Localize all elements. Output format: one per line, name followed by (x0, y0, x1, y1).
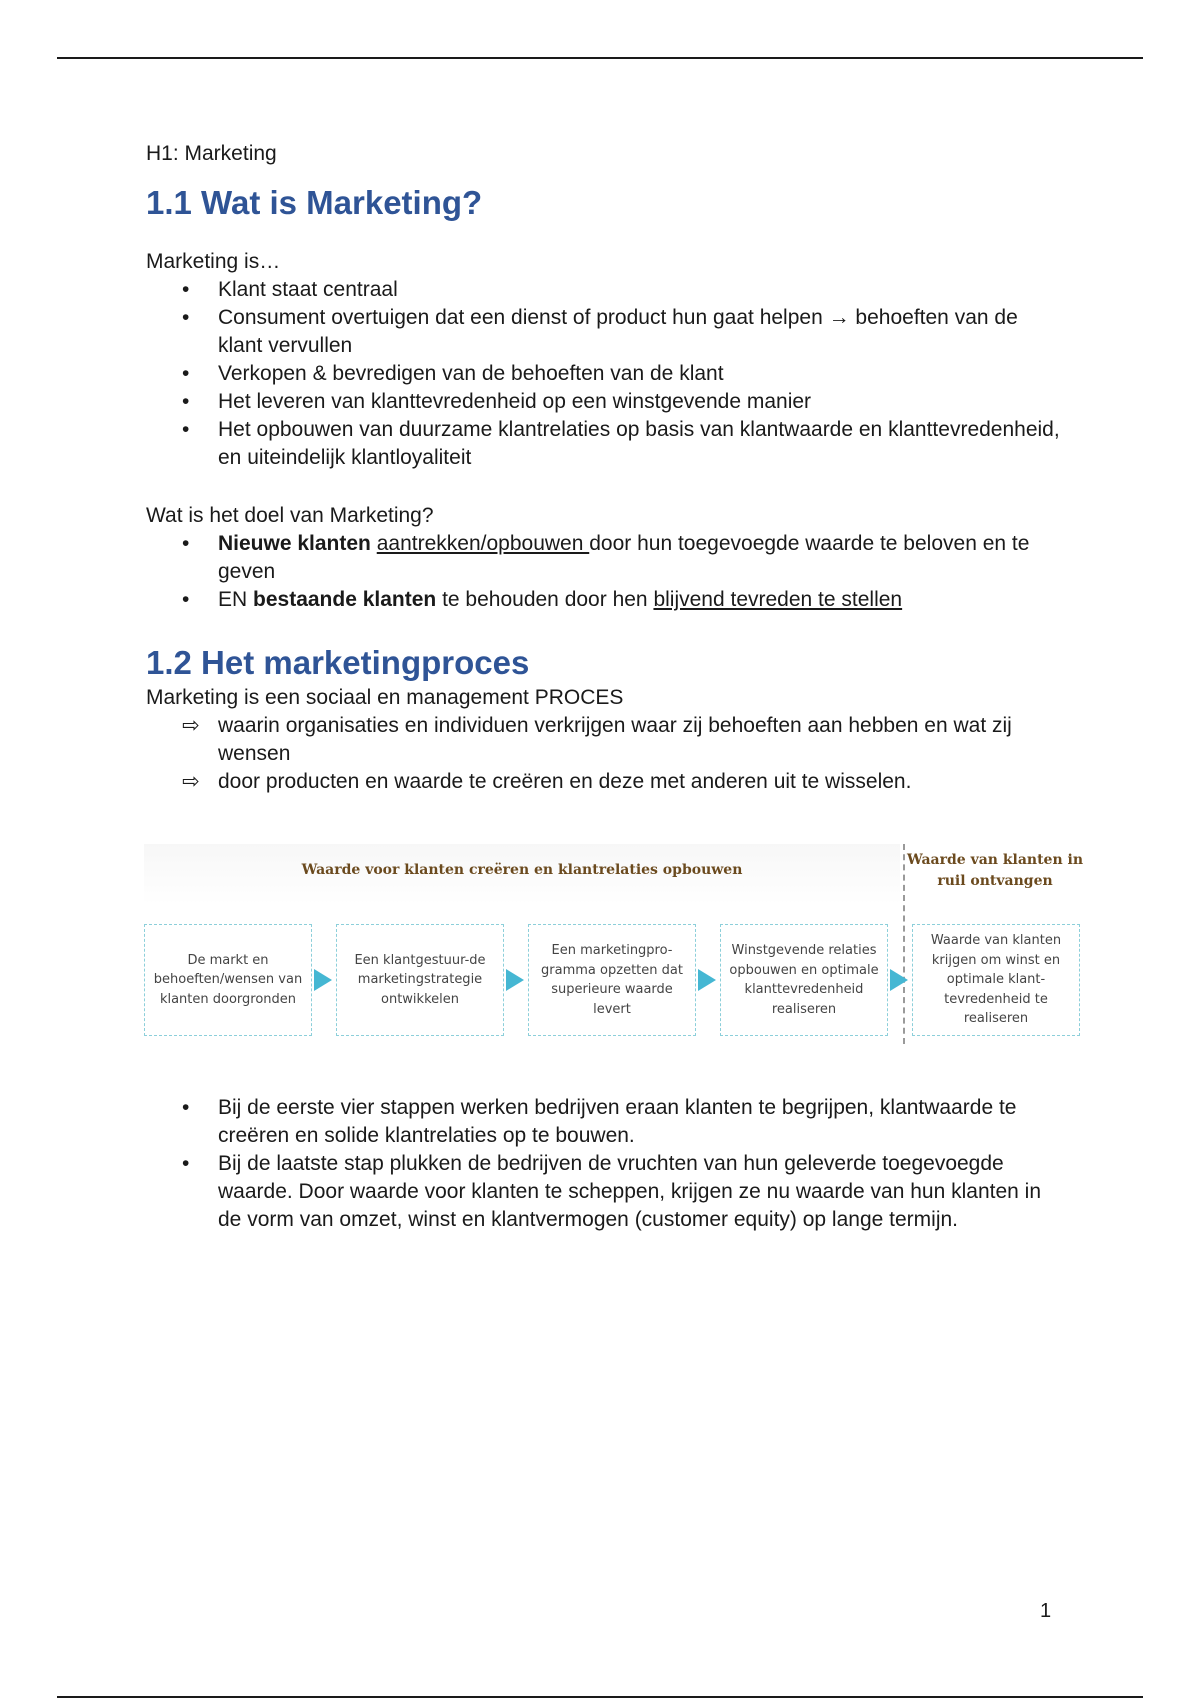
bullet-icon: • (182, 1096, 190, 1119)
process-step-3: Een marketingpro-gramma opzetten dat superieure waarde levert (528, 924, 696, 1036)
list-item: • Klant staat centraal (146, 276, 1066, 304)
list-item: • Het opbouwen van duurzame klantrelaties op basis van klantwaarde en klanttevredenheid, en uiteindelijk klantloyaliteit (182, 418, 1060, 469)
diagram-title-create-value: Waarde voor klanten creëren en klantrelaties opbouwen (301, 862, 743, 878)
footer-rule (57, 1696, 1143, 1698)
list-item: • EN bestaande klanten te behouden door hen blijvend tevreden te stellen (146, 586, 1066, 614)
process-step-1: De markt en behoeften/wensen van klanten doorgronden (144, 924, 312, 1036)
bullet-icon: • (182, 390, 190, 413)
chapter-title: H1: Marketing (146, 142, 277, 165)
section-heading-1-2: 1.2 Het marketingproces (146, 644, 530, 681)
header-rule (57, 57, 1143, 59)
arrow-right-icon: ⇨ (182, 770, 200, 793)
marketing-process-diagram (144, 844, 1088, 1054)
process-list (146, 712, 1066, 796)
page-body (146, 140, 1084, 1234)
list-item: • Nieuwe klanten aantrekken/opbouwen door hun toegevoegde waarde te beloven en te geven (182, 532, 1030, 583)
list-item: ⇨ waarin organisaties en individuen verkrijgen waar zij behoeften aan hebben en wat zij wensen (182, 714, 1012, 765)
intro-text: Marketing is… (146, 250, 281, 273)
bullet-icon: • (182, 532, 190, 555)
bullet-icon: • (182, 306, 190, 329)
bullet-icon: • (182, 418, 190, 441)
definition-list (146, 276, 1066, 472)
process-step-4: Winstgevende relaties opbouwen en optimale klanttevredenheid realiseren (720, 924, 888, 1036)
goal-question: Wat is het doel van Marketing? (146, 504, 434, 527)
list-item: • Verkopen & bevredigen van de behoeften van de klant (146, 360, 1066, 388)
page-number: 1 (1040, 1600, 1052, 1622)
bullet-icon: • (182, 278, 190, 301)
arrow-right-icon (890, 969, 908, 991)
bullet-icon: • (182, 588, 190, 611)
list-item: • Bij de laatste stap plukken de bedrijven de vruchten van hun geleverde toegevoegde waarde. Door waarde voor klanten te scheppen, krijgen ze nu waarde van hun klanten in de vorm van omzet, winst en klantvermogen (customer equity) op lange termijn. (182, 1152, 1042, 1231)
process-step-2: Een klantgestuur-de marketingstrategie ontwikkelen (336, 924, 504, 1036)
process-intro: Marketing is een sociaal en management PROCES (146, 686, 624, 709)
diagram-title-capture-value: Waarde van klanten in ruil ontvangen (906, 852, 1084, 889)
bullet-icon: • (182, 1152, 190, 1175)
list-item: • Het leveren van klanttevredenheid op een winstgevende manier (146, 388, 1066, 416)
list-item: ⇨ door producten en waarde te creëren en deze met anderen uit te wisselen. (146, 768, 1066, 796)
arrow-right-icon: ⇨ (182, 714, 200, 737)
list-item: • Consument overtuigen dat een dienst of product hun gaat helpen → behoeften van de klant vervullen (182, 306, 1018, 357)
process-notes-list (146, 1094, 1066, 1234)
diagram-divider (903, 844, 905, 1044)
arrow-right-icon (506, 969, 524, 991)
process-step-5: Waarde van klanten krijgen om winst en optimale klant-tevredenheid te realiseren (912, 924, 1080, 1036)
list-item: • Bij de eerste vier stappen werken bedrijven eraan klanten te begrijpen, klantwaarde te creëren en solide klantrelaties op te bouwen. (182, 1096, 1017, 1147)
arrow-right-icon (314, 969, 332, 991)
bullet-icon: • (182, 362, 190, 385)
section-heading-1-1: 1.1 Wat is Marketing? (146, 184, 483, 221)
goal-list (146, 530, 1066, 614)
arrow-right-icon (698, 969, 716, 991)
